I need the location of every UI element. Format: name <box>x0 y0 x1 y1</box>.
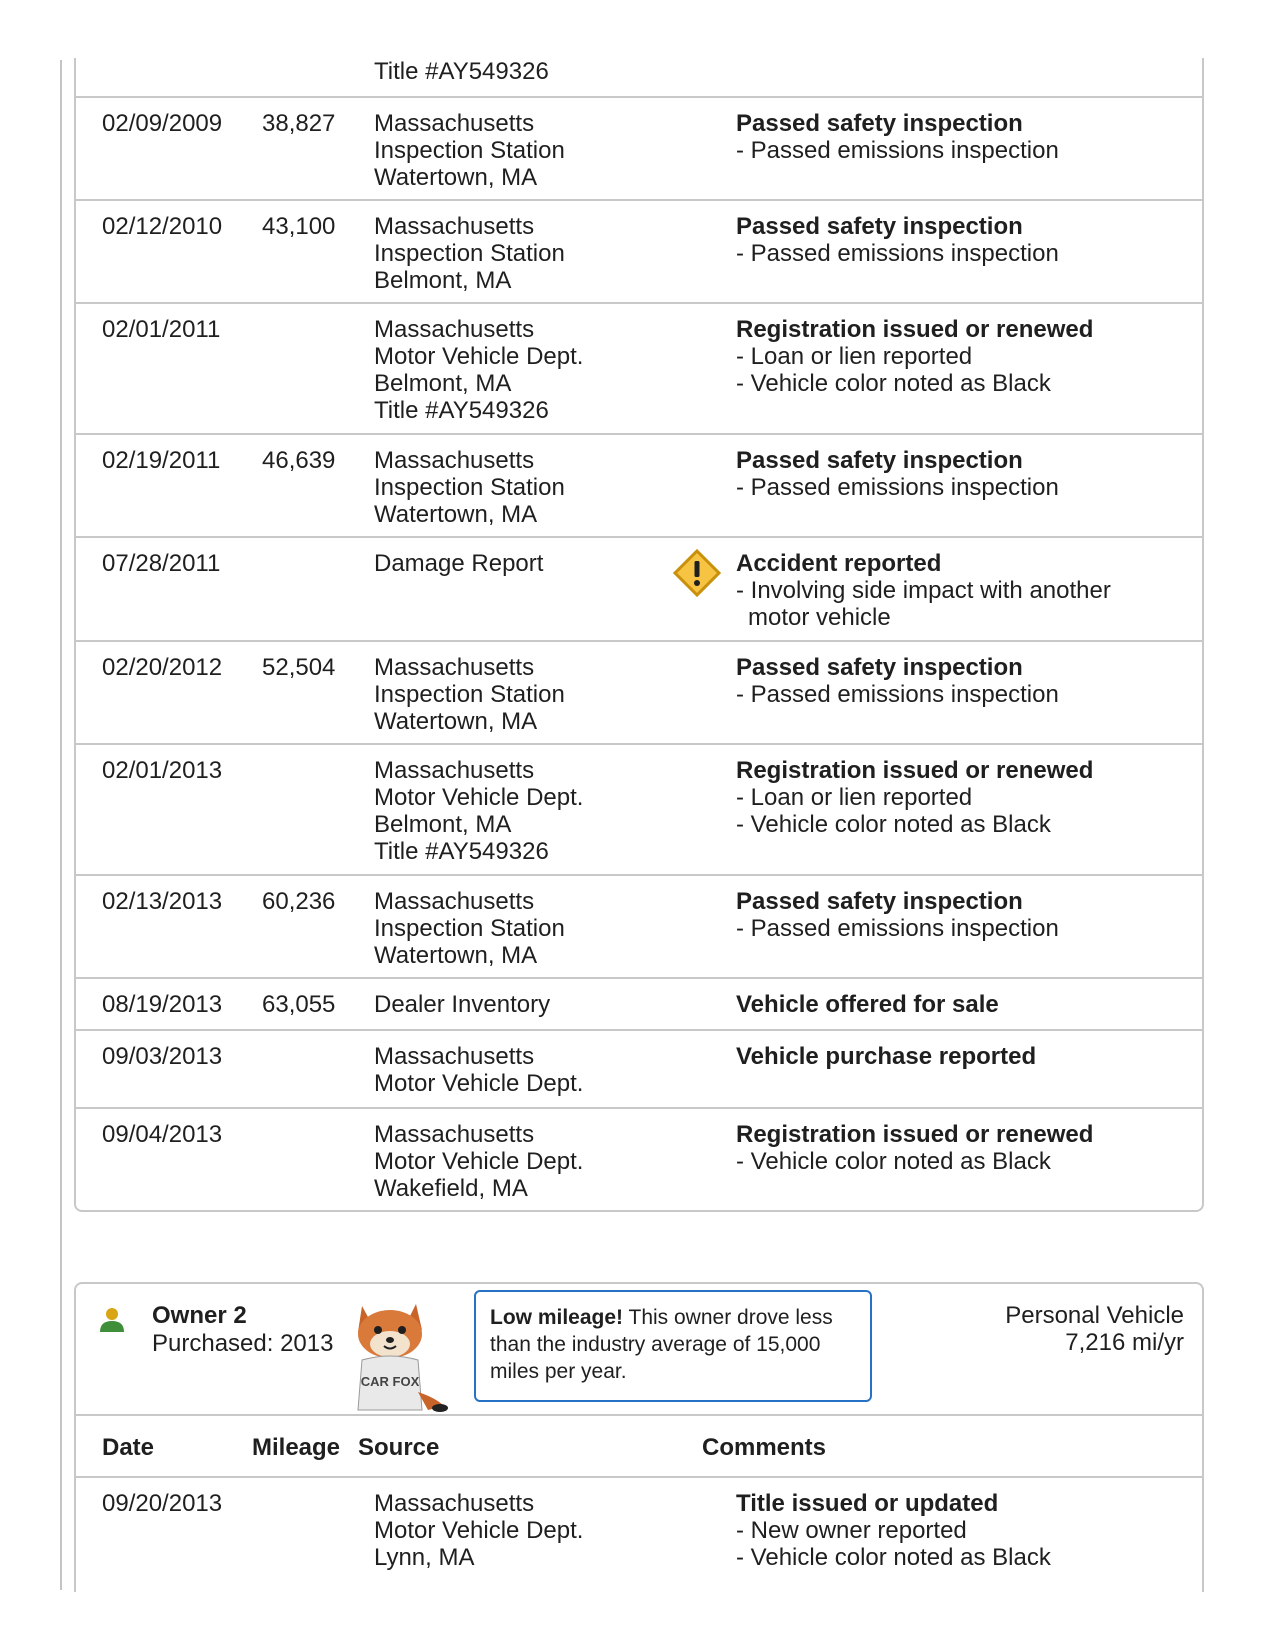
record-date: 02/01/2011 <box>102 316 221 343</box>
comment-detail: - Vehicle color noted as Black <box>736 1148 1051 1175</box>
source-line: Inspection Station <box>374 915 565 942</box>
source-line: Massachusetts <box>374 213 535 240</box>
record-mileage: 38,827 <box>262 110 336 137</box>
comment-detail: - Passed emissions inspection <box>736 240 1059 267</box>
record-date: 02/19/2011 <box>102 447 221 474</box>
source-line: Watertown, MA <box>374 501 538 528</box>
table-header <box>76 1416 1202 1478</box>
record-date: 02/13/2013 <box>102 888 223 915</box>
record-source <box>374 654 565 735</box>
record-date: 02/12/2010 <box>102 213 223 240</box>
record-comments <box>736 316 1196 397</box>
record-source <box>374 58 549 85</box>
callout-headline: Low mileage! <box>490 1306 624 1329</box>
owner-purchased-year: Purchased: 2013 <box>152 1330 334 1357</box>
comment-detail: - Loan or lien reported <box>736 784 973 811</box>
comment-detail: - Passed emissions inspection <box>736 681 1059 708</box>
history-row <box>76 1029 1202 1107</box>
owner-2-header <box>76 1284 1202 1416</box>
source-line: Motor Vehicle Dept. <box>374 784 584 811</box>
record-source <box>374 1121 583 1202</box>
source-line: Title #AY549326 <box>374 397 549 424</box>
history-row <box>76 433 1202 536</box>
record-comments <box>736 1121 1196 1175</box>
left-margin-rule <box>60 60 62 1590</box>
comment-headline: Registration issued or renewed <box>736 757 1094 784</box>
source-line: Massachusetts <box>374 316 535 343</box>
comment-headline: Vehicle purchase reported <box>736 1043 1037 1070</box>
source-line: Massachusetts <box>374 1121 535 1148</box>
owner-2-history-rows <box>76 1478 1202 1588</box>
record-comments <box>736 1043 1196 1070</box>
comment-headline: Title issued or updated <box>736 1490 999 1517</box>
source-line: Inspection Station <box>374 681 565 708</box>
record-comments <box>736 550 1196 631</box>
record-source <box>374 447 565 528</box>
record-source <box>374 1043 583 1097</box>
source-line: Massachusetts <box>374 757 535 784</box>
column-header-date: Date <box>102 1434 155 1461</box>
record-date: 09/20/2013 <box>102 1490 223 1517</box>
owner-vehicle-summary <box>1005 1302 1184 1356</box>
source-line: Inspection Station <box>374 474 565 501</box>
record-comments <box>736 447 1196 501</box>
column-header-comments: Comments <box>702 1434 827 1461</box>
source-line: Massachusetts <box>374 1490 535 1517</box>
source-line: Watertown, MA <box>374 942 538 969</box>
comment-headline: Passed safety inspection <box>736 888 1023 915</box>
comment-detail: - Loan or lien reported <box>736 343 973 370</box>
record-comments <box>736 110 1196 164</box>
source-line: Massachusetts <box>374 1043 535 1070</box>
record-date: 09/03/2013 <box>102 1043 223 1070</box>
record-date: 09/04/2013 <box>102 1121 223 1148</box>
person-icon <box>98 1306 126 1334</box>
comment-detail: - Passed emissions inspection <box>736 915 1059 942</box>
source-line: Lynn, MA <box>374 1544 475 1571</box>
warning-diamond-icon <box>672 548 722 598</box>
record-source <box>374 316 583 424</box>
source-line: Motor Vehicle Dept. <box>374 1070 584 1097</box>
record-comments <box>736 213 1196 267</box>
history-row <box>76 743 1202 874</box>
comment-headline: Accident reported <box>736 550 942 577</box>
source-line: Title #AY549326 <box>374 838 549 865</box>
history-row <box>76 302 1202 433</box>
comment-headline: Passed safety inspection <box>736 447 1023 474</box>
source-line: Belmont, MA <box>374 811 512 838</box>
source-line: Motor Vehicle Dept. <box>374 1148 584 1175</box>
comment-detail: - Involving side impact with another motor vehicle <box>736 577 1111 631</box>
comment-headline: Registration issued or renewed <box>736 316 1094 343</box>
record-comments <box>736 654 1196 708</box>
record-mileage: 52,504 <box>262 654 336 681</box>
source-line: Massachusetts <box>374 110 535 137</box>
comment-headline: Passed safety inspection <box>736 110 1023 137</box>
record-date: 02/01/2013 <box>102 757 223 784</box>
source-line: Belmont, MA <box>374 370 512 397</box>
source-line: Inspection Station <box>374 137 565 164</box>
history-row <box>76 96 1202 199</box>
history-row <box>76 58 1202 96</box>
source-line: Wakefield, MA <box>374 1175 528 1202</box>
mascot-shirt-text: CAR FOX <box>360 1374 420 1389</box>
record-source <box>374 550 543 577</box>
record-source <box>374 1490 583 1571</box>
record-date: 02/09/2009 <box>102 110 223 137</box>
comment-detail: - Vehicle color noted as Black <box>736 370 1051 397</box>
vehicle-type: Personal Vehicle <box>1005 1302 1184 1329</box>
comment-detail: - Passed emissions inspection <box>736 137 1059 164</box>
record-date: 02/20/2012 <box>102 654 223 681</box>
record-comments <box>736 1490 1196 1571</box>
record-mileage: 63,055 <box>262 991 336 1018</box>
owner-title: Owner 2 <box>152 1302 247 1329</box>
comment-detail: - Passed emissions inspection <box>736 474 1059 501</box>
low-mileage-callout <box>474 1290 872 1402</box>
record-comments <box>736 888 1196 942</box>
column-header-mileage: Mileage <box>252 1434 341 1461</box>
record-source <box>374 213 565 294</box>
column-header-source: Source <box>358 1434 440 1461</box>
history-row <box>76 874 1202 977</box>
source-line: Dealer Inventory <box>374 991 551 1018</box>
comment-detail: - Vehicle color noted as Black <box>736 1544 1051 1571</box>
record-source <box>374 757 583 865</box>
history-row <box>76 640 1202 743</box>
source-line: Massachusetts <box>374 447 535 474</box>
source-line: Damage Report <box>374 550 544 577</box>
record-date: 07/28/2011 <box>102 550 221 577</box>
source-line: Motor Vehicle Dept. <box>374 1517 584 1544</box>
record-source <box>374 888 565 969</box>
callout-body: This owner drove less than the industry average of 15,000 miles per year. <box>490 1306 833 1383</box>
comment-headline: Vehicle offered for sale <box>736 991 999 1018</box>
history-row <box>76 1107 1202 1210</box>
history-row <box>76 1478 1202 1588</box>
source-line: Motor Vehicle Dept. <box>374 343 584 370</box>
owner-1-history-table <box>74 58 1204 1212</box>
comment-detail: - Vehicle color noted as Black <box>736 811 1051 838</box>
source-line: Belmont, MA <box>374 267 512 294</box>
history-row <box>76 536 1202 640</box>
source-line: Watertown, MA <box>374 164 538 191</box>
history-row <box>76 977 1202 1029</box>
carfox-mascot-icon <box>344 1298 450 1416</box>
record-mileage: 60,236 <box>262 888 336 915</box>
record-comments <box>736 757 1196 838</box>
source-line: Inspection Station <box>374 240 565 267</box>
record-date: 08/19/2013 <box>102 991 223 1018</box>
owner-2-section <box>74 1282 1204 1592</box>
comment-headline: Passed safety inspection <box>736 213 1023 240</box>
source-line: Massachusetts <box>374 654 535 681</box>
source-line: Massachusetts <box>374 888 535 915</box>
record-source <box>374 110 565 191</box>
source-line: Watertown, MA <box>374 708 538 735</box>
history-row <box>76 199 1202 302</box>
comment-headline: Registration issued or renewed <box>736 1121 1094 1148</box>
record-comments <box>736 991 1196 1018</box>
record-source <box>374 991 550 1018</box>
comment-detail: - New owner reported <box>736 1517 967 1544</box>
source-line: Title #AY549326 <box>374 58 549 85</box>
record-mileage: 43,100 <box>262 213 336 240</box>
record-mileage: 46,639 <box>262 447 336 474</box>
miles-per-year: 7,216 mi/yr <box>1065 1329 1184 1356</box>
comment-headline: Passed safety inspection <box>736 654 1023 681</box>
